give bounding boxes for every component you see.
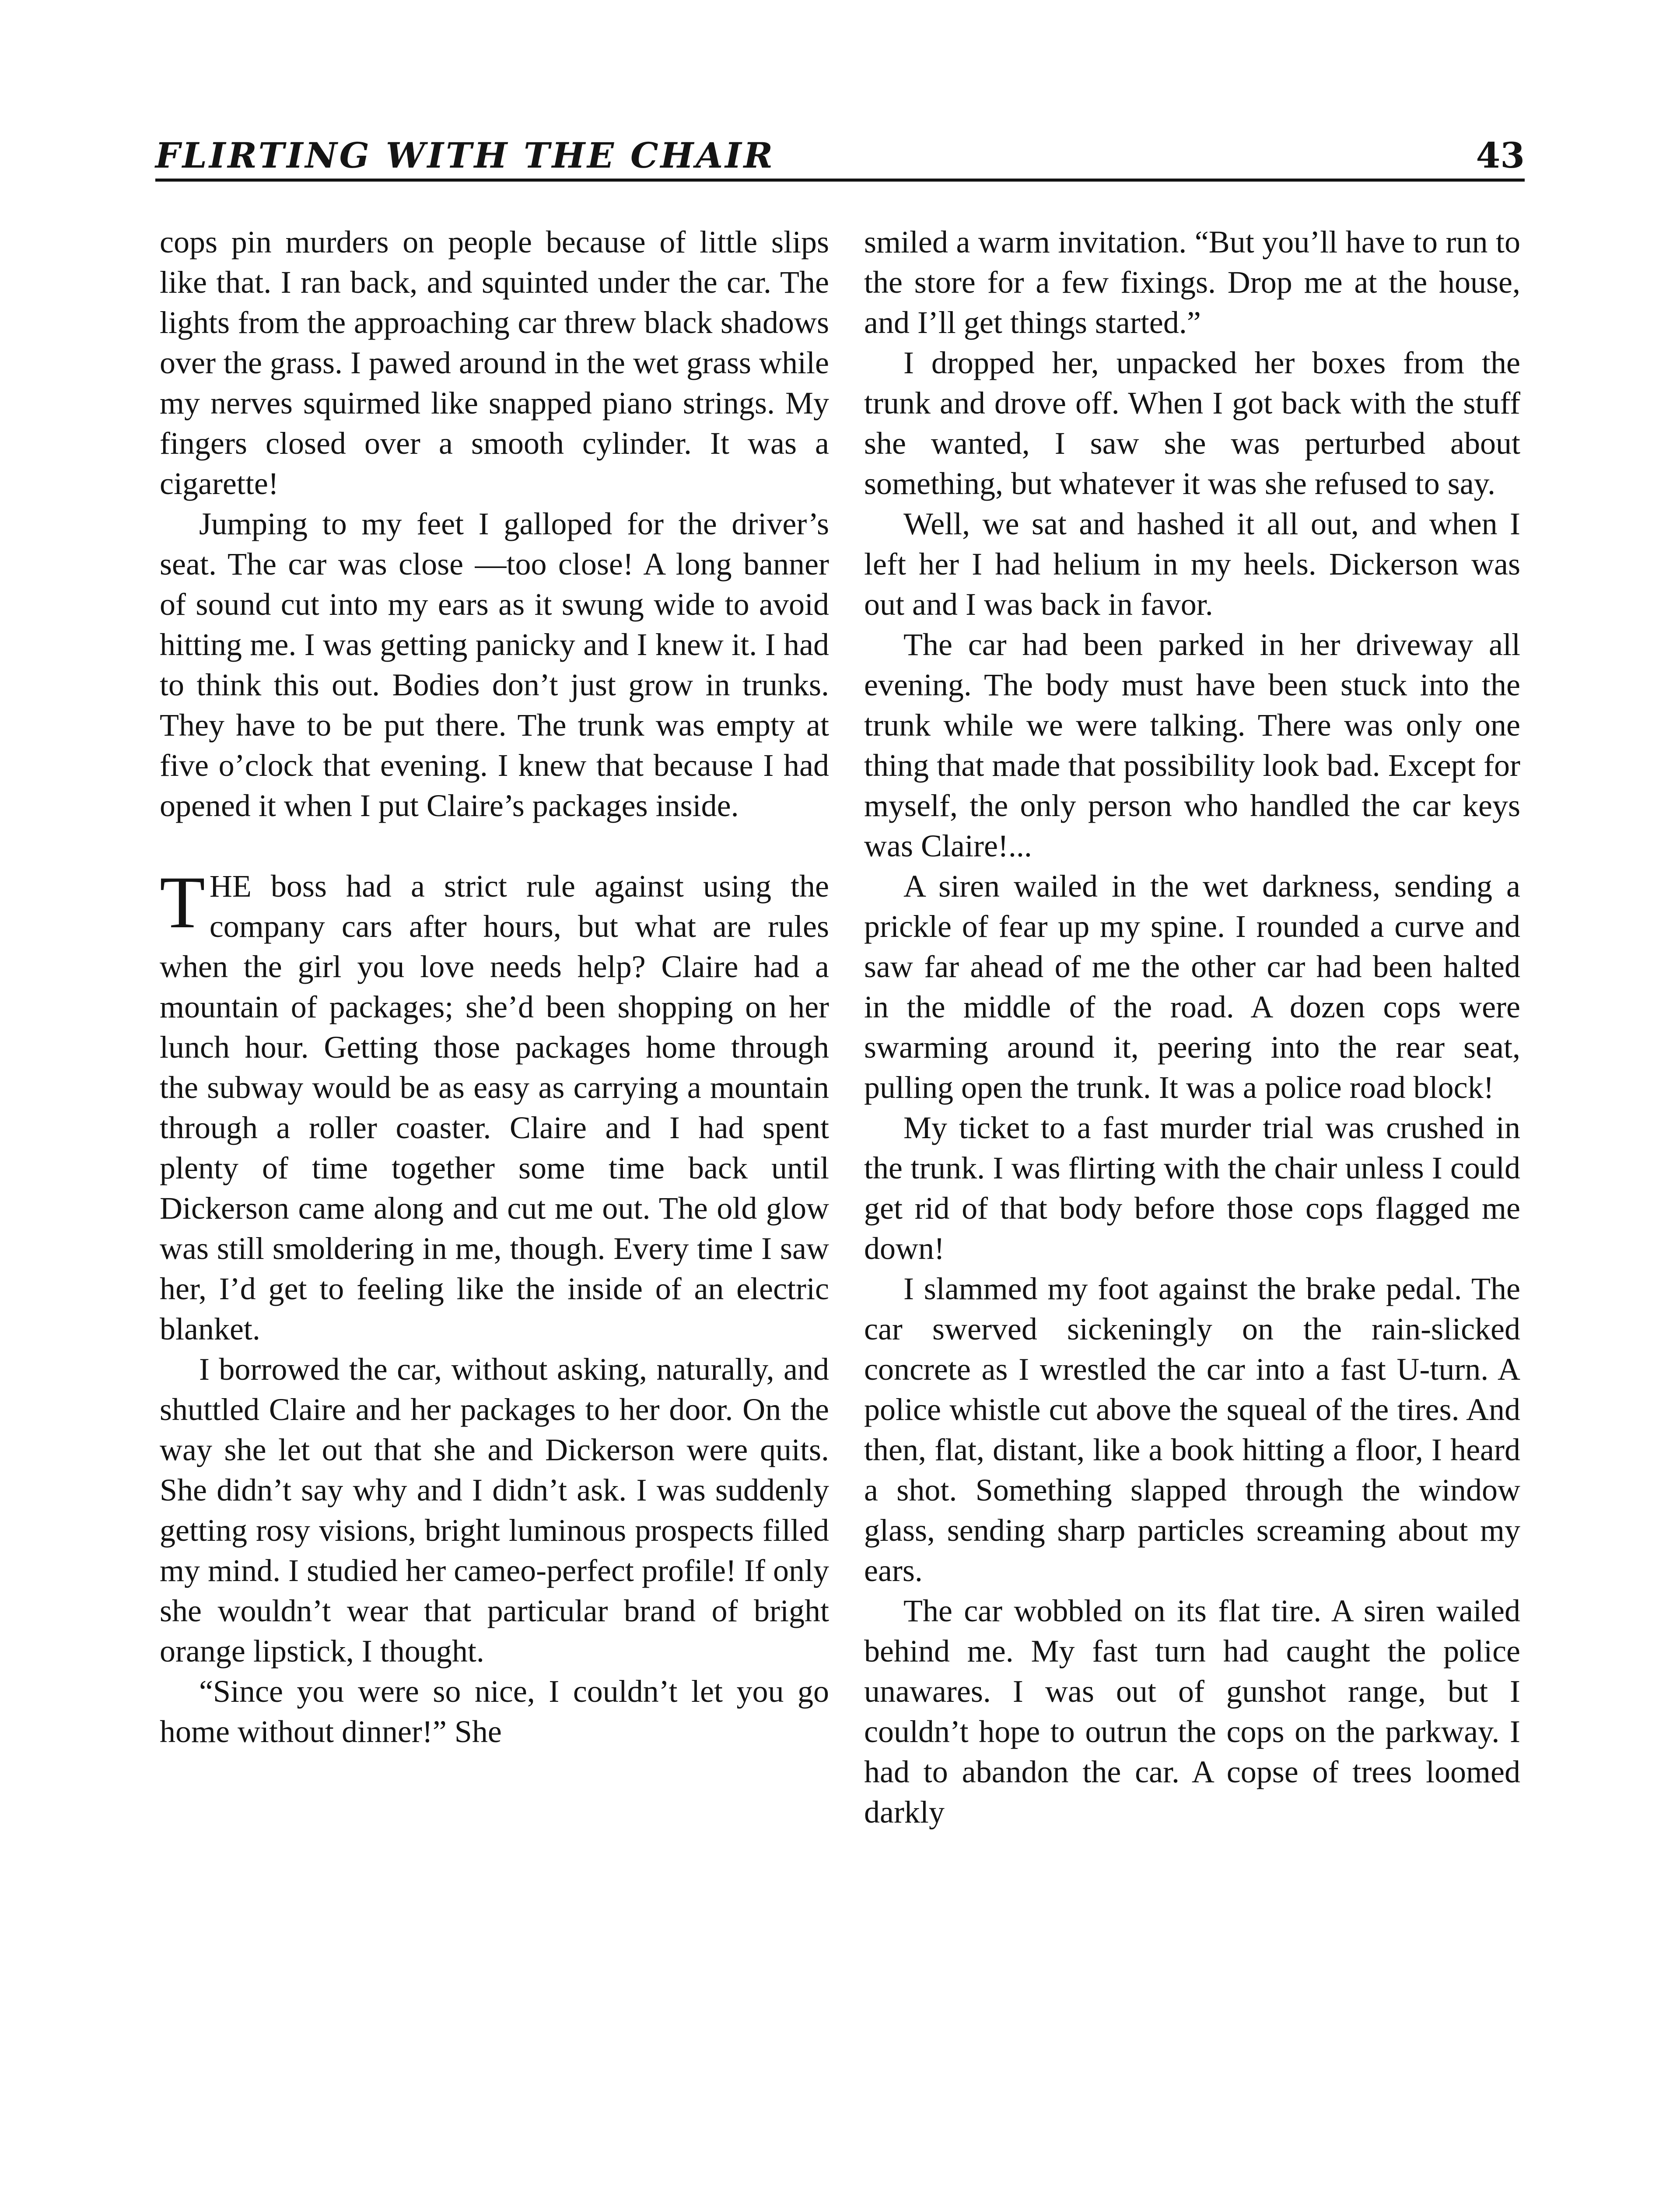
paragraph: smiled a warm invitation. “But you’ll have to run to the store for a few fixings. Drop me at the house, and I’ll get things started.” <box>864 224 1520 340</box>
left-column <box>160 222 829 2188</box>
right-column <box>864 222 1520 2188</box>
paragraph: I slammed my foot against the brake pedal. The car swerved sickeningly on the rain-slicked concrete as I wrestled the car into a fast U-turn. A police whistle cut above the squeal of the tires. And then, flat, distant, like a book hitting a floor, I heard a shot. Something slapped through the window glass, sending sharp particles screaming about my ears. <box>864 1271 1520 1588</box>
running-title: FLIRTING WITH THE CHAIR <box>155 135 775 176</box>
paragraph: Jumping to my feet I galloped for the driver’s seat. The car was close —too close! A long banner of sound cut into my ears as it swung wide to avoid hitting me. I was getting panicky and I knew it. I had to think this out. Bodies don’t just grow in trunks. They have to be put there. The trunk was empty at five o’clock that evening. I knew that because I had opened it when I put Claire’s packages inside. <box>160 506 829 823</box>
paragraph: cops pin murders on people because of little slips like that. I ran back, and squinted under the car. The lights from the approaching car threw black shadows over the grass. I pawed around in the wet grass while my nerves squirmed like snapped piano strings. My fingers closed over a smooth cylinder. It was a cigarette! <box>160 224 829 501</box>
section-start-paragraph <box>160 861 829 1349</box>
paragraph: I borrowed the car, without asking, naturally, and shuttled Claire and her packages to her door. On the way she let out that she and Dickerson were quits. She didn’t say why and I didn’t ask. I was suddenly getting rosy visions, bright luminous prospects filled my mind. I studied her cameo-perfect profile! If only she wouldn’t wear that particular brand of bright orange lipstick, I thought. <box>160 1352 829 1669</box>
page-number: 43 <box>1476 135 1525 176</box>
drop-cap: T <box>160 861 205 943</box>
paragraph: Well, we sat and hashed it all out, and when I left her I had helium in my heels. Dickerson was out and I was back in favor. <box>864 506 1520 622</box>
page-header <box>155 133 1525 182</box>
paragraph: My ticket to a fast murder trial was crushed in the trunk. I was flirting with the chair unless I could get rid of that body before those cops flagged me down! <box>864 1110 1520 1266</box>
paragraph: The car had been parked in her driveway all evening. The body must have been stuck into the trunk while we were talking. There was only one thing that made that possibility look bad. Except for myself, the only person who handled the car keys was Claire!... <box>864 627 1520 863</box>
paragraph: A siren wailed in the wet darkness, sending a prickle of fear up my spine. I rounded a curve and saw far ahead of me the other car had been halted in the middle of the road. A dozen cops were swarming around it, peering into the rear seat, pulling open the trunk. It was a police road block! <box>864 869 1520 1105</box>
header-rule <box>155 179 1525 182</box>
paragraph: “Since you were so nice, I couldn’t let you go home without dinner!” She <box>160 1674 829 1749</box>
paragraph: I dropped her, unpacked her boxes from the trunk and drove off. When I got back with the stuff she wanted, I saw she was perturbed about something, but whatever it was she refused to say. <box>864 345 1520 501</box>
paragraph: The car wobbled on its flat tire. A siren wailed behind me. My fast turn had caught the police unawares. I was out of gunshot range, but I couldn’t hope to outrun the cops on the parkway. I had to abandon the car. A copse of trees loomed darkly <box>864 1593 1520 1830</box>
paragraph-text: HE boss had a strict rule against using the company cars after hours, but what are rules when the girl you love needs help? Claire had a mountain of packages; she’d been shopping on her lunch hour. Getting those packages home through the subway would be as easy as carrying a mountain through a roller coaster. Claire and I had spent plenty of time together some time back until Dickerson came along and cut me out. The old glow was still smoldering in me, though. Every time I saw her, I’d get to feeling like the inside of an electric blanket. <box>160 869 829 1346</box>
